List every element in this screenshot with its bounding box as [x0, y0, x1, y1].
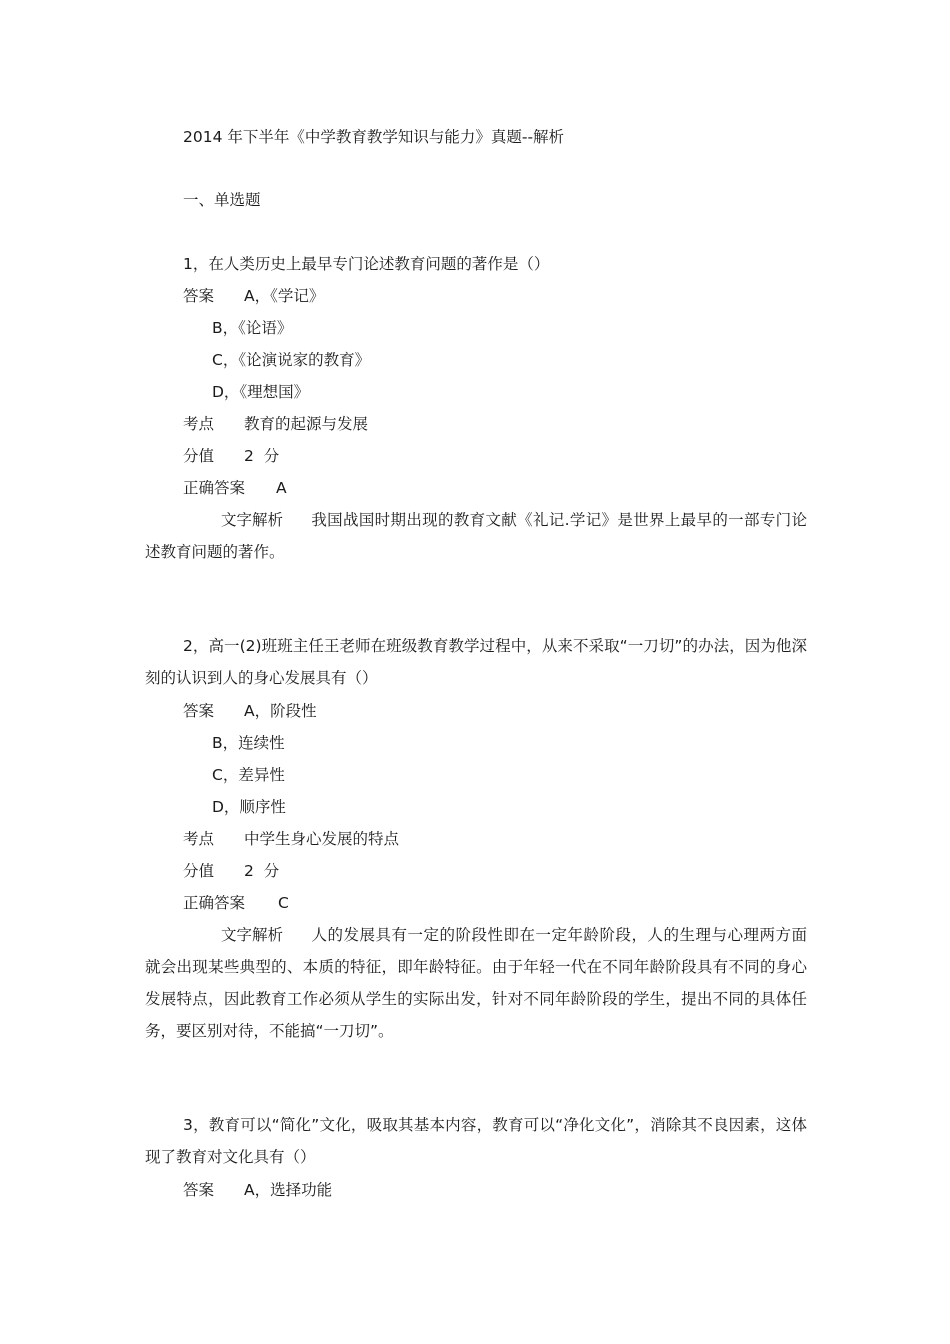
- question-2-analysis-label: 文字解析: [221, 926, 284, 944]
- question-1-stem: 1，在人类历史上最早专门论述教育问题的著作是（）: [183, 255, 550, 273]
- question-1-correct: A: [276, 479, 287, 497]
- question-3-answer-label: 答案: [183, 1181, 215, 1199]
- question-2-option-d: D，顺序性: [212, 798, 286, 816]
- question-2-option-a: A，阶段性: [244, 702, 317, 720]
- question-2-stem: 2，高一(2)班班主任王老师在班级教育教学过程中，从来不采取“一刀切”的办法，因为他深刻的认识到人的身心发展具有（）: [145, 637, 807, 687]
- question-1-option-b: B，《论语》: [212, 319, 293, 337]
- question-2-option-b: B，连续性: [212, 734, 285, 752]
- question-1-kaodian: 教育的起源与发展: [244, 415, 369, 433]
- question-2-option-c: C，差异性: [212, 766, 285, 784]
- question-2-fenzhi-label: 分值: [183, 862, 215, 880]
- question-1-option-d: D，《理想国》: [212, 383, 310, 401]
- question-2-correct: C: [278, 894, 289, 912]
- question-3-option-a: A，选择功能: [244, 1181, 333, 1199]
- question-1-answer-label: 答案: [183, 287, 215, 305]
- question-2-kaodian-label: 考点: [183, 830, 215, 848]
- question-2-answer-label: 答案: [183, 702, 215, 720]
- question-2-correct-label: 正确答案: [183, 894, 246, 912]
- question-2-analysis-paragraph: [145, 919, 807, 1047]
- question-2-fenzhi: 2 分: [244, 862, 280, 880]
- question-1-option-a: A，《学记》: [244, 287, 325, 305]
- question-2-analysis: 人的发展具有一定的阶段性即在一定年龄阶段，人的生理与心理两方面就会出现某些典型的、本质的特征，即年龄特征。由于年轻一代在不同年龄阶段具有不同的身心发展特点，因此教育工作必须从学生的实际出发，针对不同年龄阶段的学生，提出不同的具体任务，要区别对待，不能搞“一刀切”。: [145, 926, 807, 1040]
- question-1-correct-label: 正确答案: [183, 479, 246, 497]
- document-title: 2014 年下半年《中学教育教学知识与能力》真题--解析: [183, 128, 565, 146]
- question-1-analysis-paragraph: [145, 504, 807, 568]
- question-1-analysis-label: 文字解析: [221, 511, 284, 529]
- question-1-kaodian-label: 考点: [183, 415, 215, 433]
- question-1-analysis: 我国战国时期出现的教育文献《礼记.学记》是世界上最早的一部专门论述教育问题的著作。: [145, 511, 807, 561]
- question-1-option-c: C，《论演说家的教育》: [212, 351, 371, 369]
- section-heading: 一、单选题: [183, 191, 261, 209]
- question-1-fenzhi-label: 分值: [183, 447, 215, 465]
- question-3-stem: 3，教育可以“简化”文化，吸取其基本内容，教育可以“净化文化”，消除其不良因素，这体现了教育对文化具有（）: [145, 1116, 807, 1166]
- question-2-kaodian: 中学生身心发展的特点: [244, 830, 400, 848]
- question-1-fenzhi: 2 分: [244, 447, 280, 465]
